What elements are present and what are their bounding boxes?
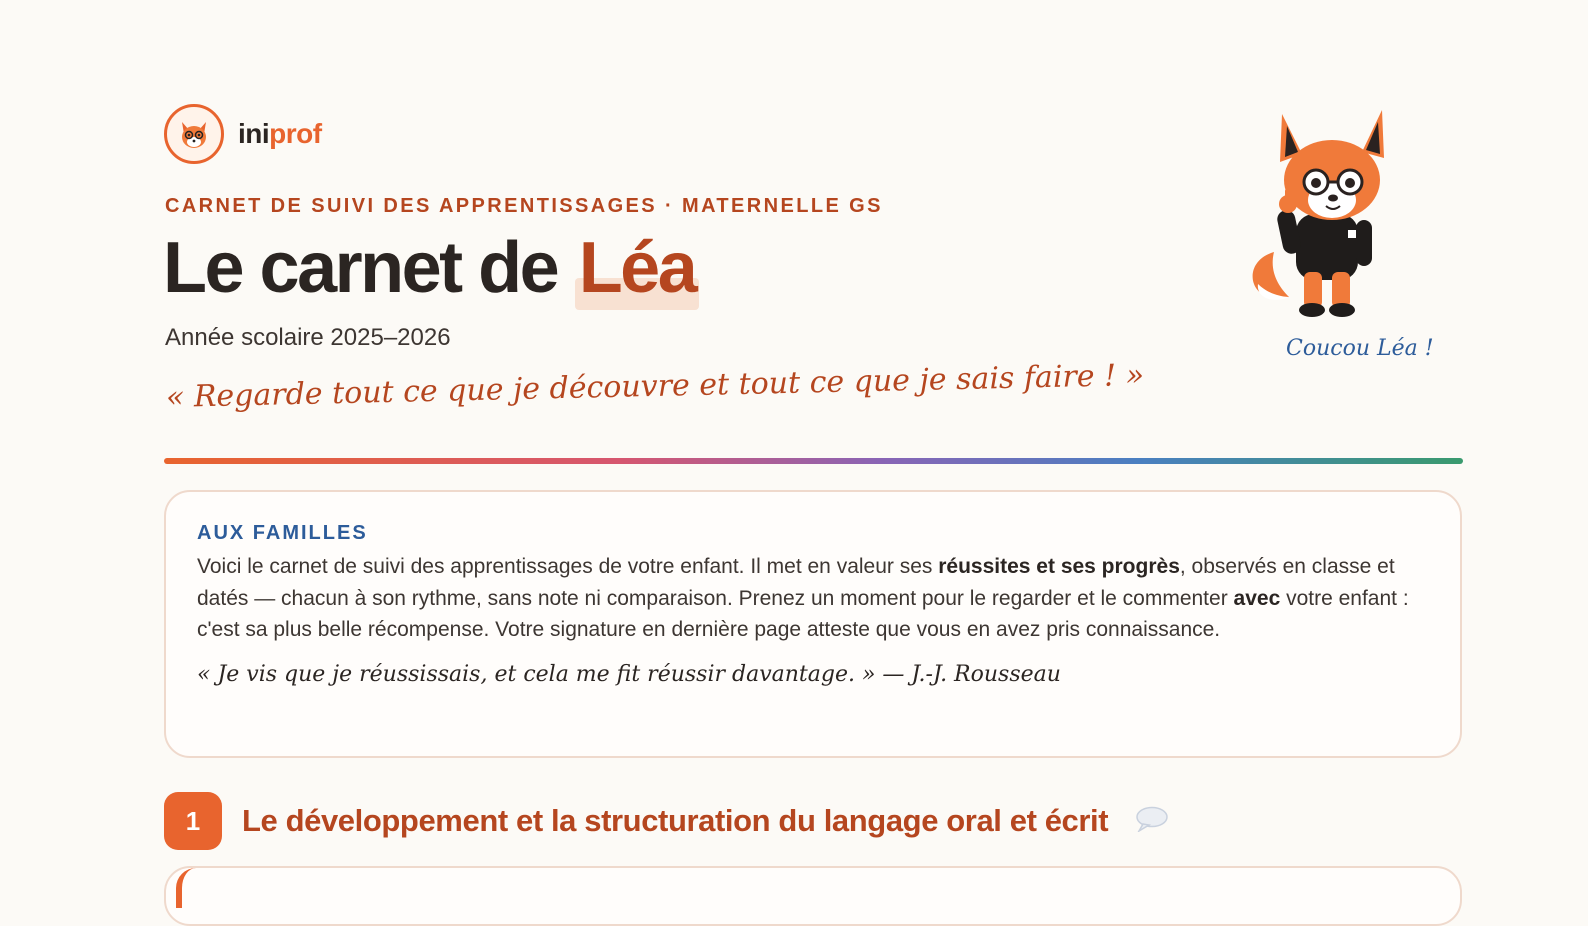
section-title: Le développement et la structuration du langage oral et écrit	[242, 803, 1109, 838]
school-year: Année scolaire 2025–2026	[165, 324, 451, 351]
families-text-bold-1: réussites et ses progrès	[938, 555, 1180, 578]
brand-part-ini: ini	[238, 118, 270, 149]
families-text-part-1: Voici le carnet de suivi des apprentissages de votre enfant. Il met en valeur ses	[197, 555, 939, 578]
mascot-caption: Coucou Léa !	[1286, 336, 1434, 361]
families-text-part-2: , observés en classe et datés — chacun à son rythme, sans note ni comparaison. Prenez un moment pour le regarder et le commenter	[197, 555, 1395, 610]
families-text-part-3: votre enfant : c'est sa plus belle récompense. Votre signature en dernière page atteste que vous en avez pris connaissance.	[197, 586, 1409, 641]
families-card	[164, 490, 1462, 758]
document-kicker: CARNET DE SUIVI DES APPRENTISSAGES · MATERNELLE GS	[165, 195, 883, 217]
fox-mascot-icon	[1244, 102, 1394, 324]
section-card	[164, 866, 1462, 926]
logo	[164, 104, 322, 164]
page-title	[163, 224, 699, 312]
title-prefix: Le carnet de	[163, 228, 558, 308]
section-number-badge: 1	[164, 792, 222, 850]
families-heading: AUX FAMILLES	[197, 522, 368, 544]
families-text-bold-2: avec	[1233, 586, 1281, 610]
motto-quote: « Regarde tout ce que je découvre et tout ce que je sais faire ! »	[165, 357, 1145, 415]
rousseau-quote: « Je vis que je réussissais, et cela me fit réussir davantage. » — J.-J. Rousseau	[197, 661, 1061, 687]
families-text	[197, 551, 1428, 646]
rainbow-divider	[164, 458, 1463, 464]
brand-name	[238, 118, 322, 150]
speech-bubble-icon	[1134, 806, 1168, 837]
fox-logo-icon	[164, 104, 224, 164]
brand-part-prof: prof	[269, 118, 322, 149]
child-name: Léa	[575, 224, 700, 312]
section-heading-1	[164, 792, 1168, 850]
